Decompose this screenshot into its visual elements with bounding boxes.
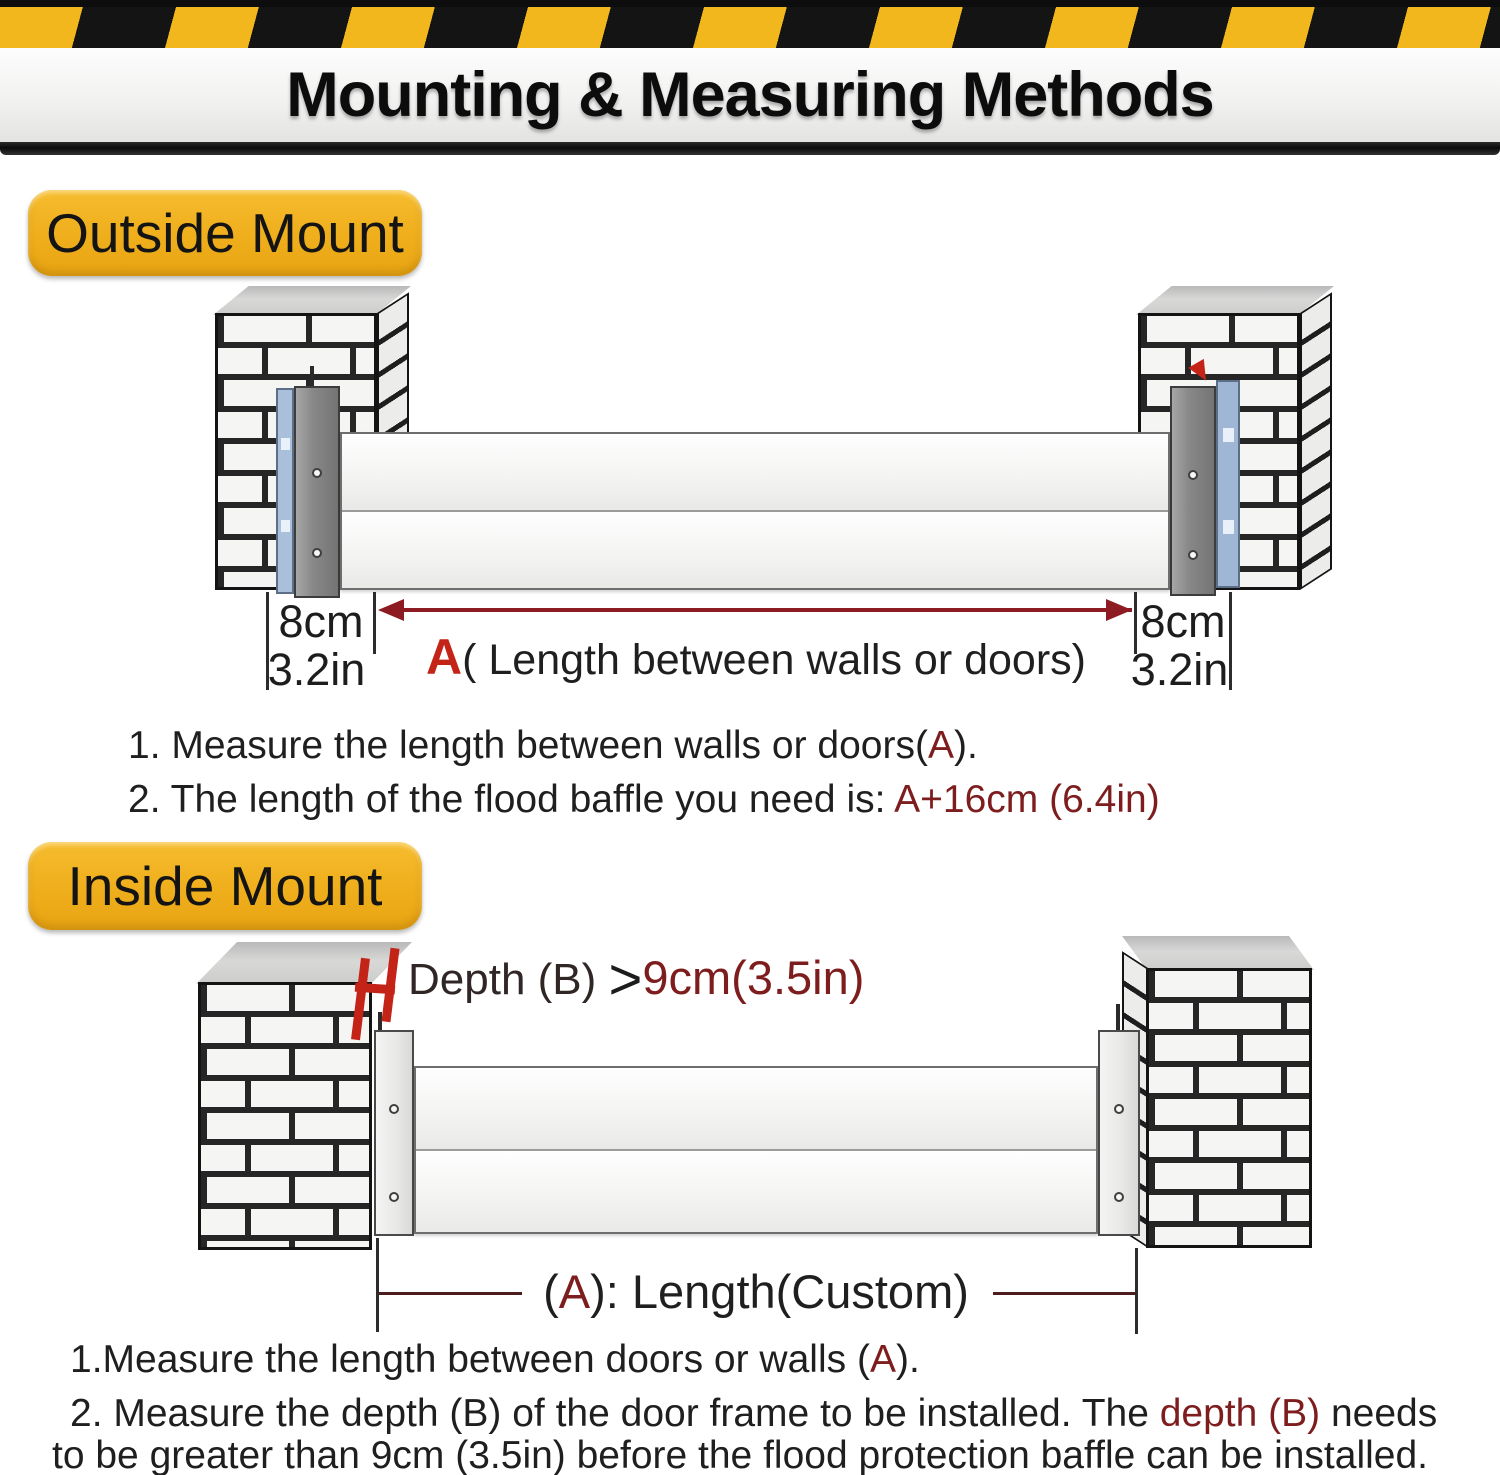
arrowhead-right-icon: [1106, 599, 1132, 621]
inside-mount-badge: [28, 842, 422, 930]
brick-pillar-right-inside: [1146, 968, 1312, 1248]
inside-step-2-line-2: to be greater than 9cm (3.5in) before the flood protection baffle can be installed.: [52, 1434, 1428, 1475]
screw-hole: [1114, 1104, 1124, 1114]
dim-line: [1229, 592, 1232, 690]
depth-label: Depth (B) >9cm(3.5in): [408, 947, 865, 1012]
dim-label-right-in: 3.2in: [1130, 644, 1229, 695]
title-band: [0, 48, 1500, 142]
screw-hole: [312, 548, 322, 558]
seal-strip-left: [276, 388, 294, 594]
screw-hole: [1188, 470, 1198, 480]
seal-strip-right: [1216, 380, 1240, 588]
barrier-panel-bottom: [416, 1149, 1096, 1232]
mounting-bracket-right-outside: [1170, 386, 1216, 596]
screw-hole: [1188, 550, 1198, 560]
dim-label-left-in: 3.2in: [267, 644, 366, 695]
brick-pillar-left-inside: [198, 982, 372, 1250]
flood-barrier-outside: [340, 432, 1170, 590]
pillar-top-right-inside: [1122, 936, 1314, 970]
screw-hole: [389, 1104, 399, 1114]
screw-hole: [389, 1192, 399, 1202]
hazard-stripe-banner: [0, 0, 1500, 48]
mounting-bracket-left-outside: [294, 386, 340, 598]
dim-tick: [1135, 1248, 1138, 1334]
marker-a: A: [426, 629, 463, 685]
bracket-pin-right-inside: [1116, 1004, 1120, 1032]
span-a-label-inside: (A): Length(Custom): [543, 1265, 969, 1318]
seal-clip: [1223, 520, 1234, 534]
dim-tick: [373, 592, 376, 654]
page-title: Mounting & Measuring Methods: [286, 60, 1214, 130]
span-a-label-outside: A( Length between walls or doors): [426, 629, 1086, 685]
seal-clip: [281, 520, 290, 532]
seal-clip: [1223, 428, 1234, 442]
pillar-side-right-outside: [1300, 292, 1332, 590]
outside-mount-badge-label: Outside Mount: [46, 202, 404, 264]
outside-step-2: 2. The length of the flood baffle you need is: A+16cm (6.4in): [128, 778, 1160, 821]
dim-label-right-cm: 8cm: [1140, 596, 1226, 647]
inside-mount-badge-label: Inside Mount: [67, 855, 383, 917]
pillar-top-left-inside: [196, 942, 412, 984]
outside-step-1: 1. Measure the length between walls or doors(A).: [128, 724, 978, 767]
mounting-channel-right-inside: [1098, 1030, 1140, 1236]
header-divider: [0, 142, 1500, 155]
barrier-panel-bottom: [342, 510, 1168, 588]
seal-clip: [281, 438, 290, 450]
dimension-arrow: [384, 608, 1132, 612]
flood-barrier-inside: [414, 1066, 1098, 1234]
dim-tick: [376, 1238, 379, 1332]
barrier-panel-top: [342, 434, 1168, 510]
arrowhead-left-icon: [378, 599, 404, 621]
inside-step-2-line-1: 2. Measure the depth (B) of the door frame to be installed. The depth (B) needs: [70, 1392, 1438, 1435]
screw-hole: [312, 468, 322, 478]
inside-step-1: 1.Measure the length between doors or walls (A).: [70, 1338, 920, 1381]
dim-label-left-cm: 8cm: [278, 596, 364, 647]
screw-hole: [1114, 1192, 1124, 1202]
outside-mount-badge: [28, 190, 422, 276]
mounting-channel-left-inside: [374, 1030, 414, 1236]
barrier-panel-top: [416, 1068, 1096, 1149]
